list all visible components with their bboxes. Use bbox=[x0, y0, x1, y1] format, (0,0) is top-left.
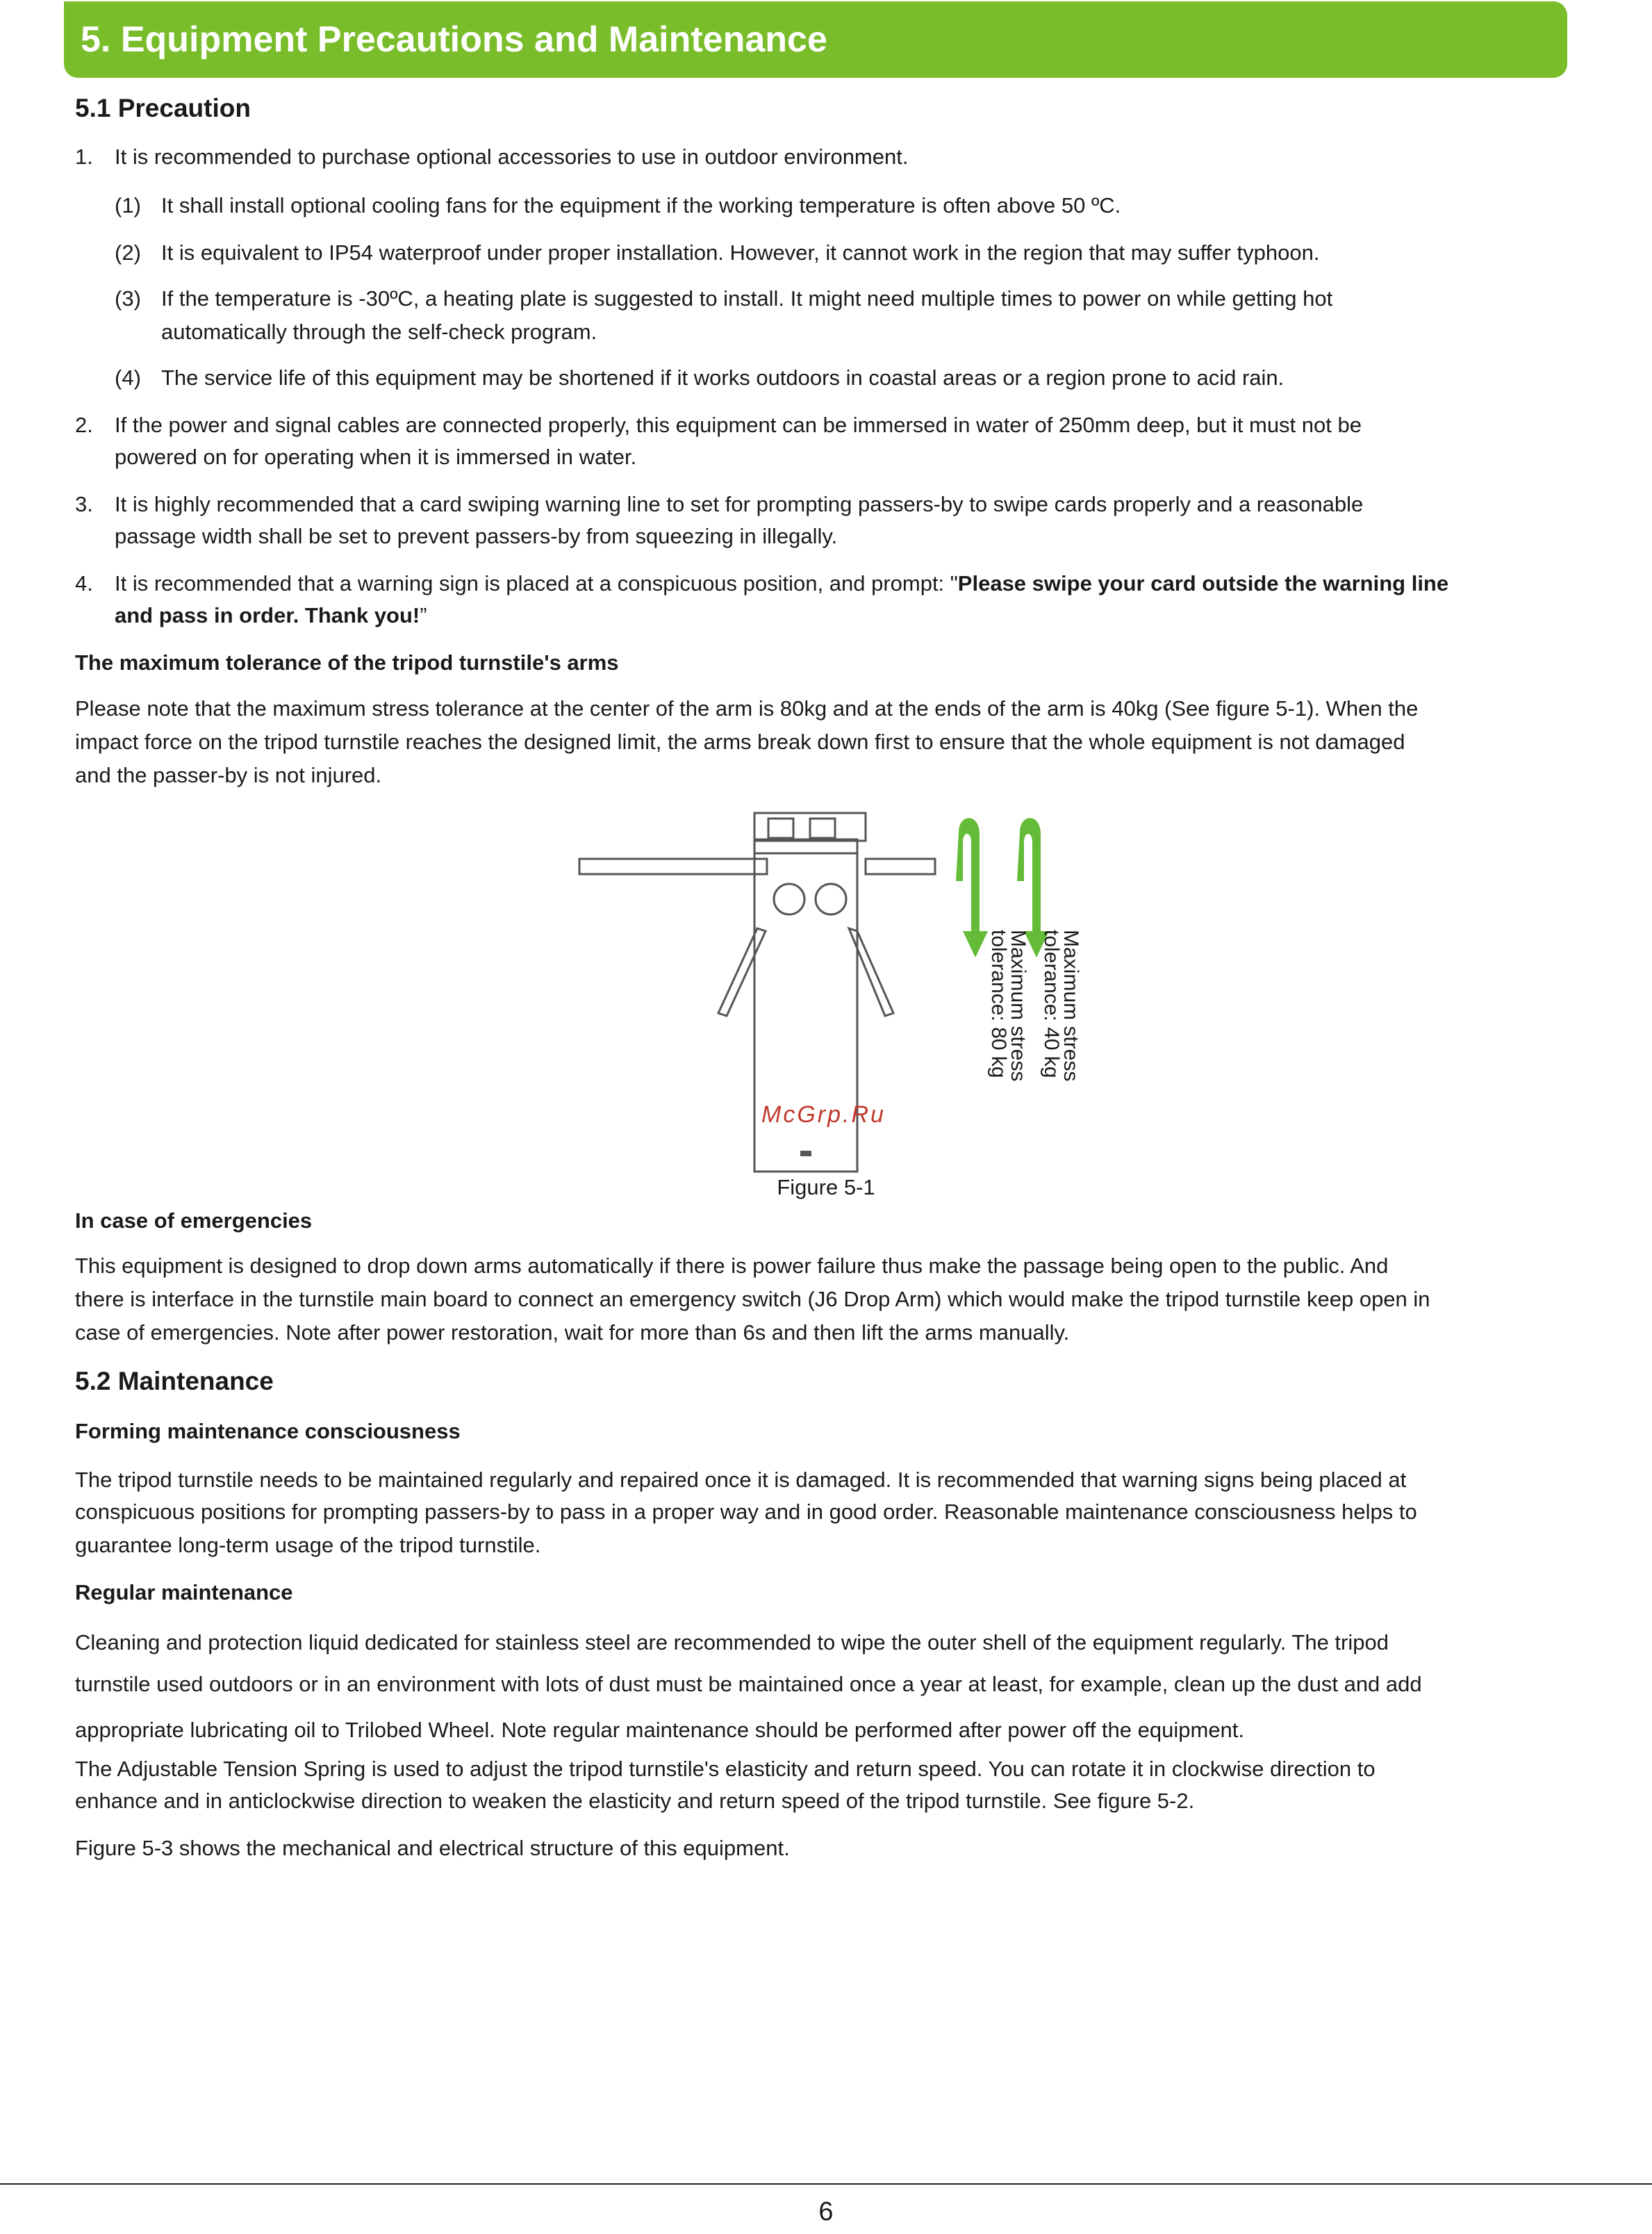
angled-arm bbox=[718, 928, 766, 1016]
paragraph-line: there is interface in the turnstile main board to connect an emergency switch (J6 Drop Arm) which would make the tripod turnstile keep open in bbox=[75, 1287, 1430, 1311]
figure-label: tolerance: 40 kg bbox=[1040, 930, 1063, 1078]
list-item-continued: powered on for operating when it is immersed in water. bbox=[115, 445, 637, 469]
figure-label: tolerance: 80 kg bbox=[987, 930, 1010, 1078]
warning-prompt-text: Please swipe your card outside the warning line bbox=[957, 571, 1449, 596]
list-number: (3) bbox=[115, 286, 141, 311]
forming-heading: Forming maintenance consciousness bbox=[75, 1419, 461, 1443]
list-number: (4) bbox=[115, 366, 141, 390]
precaution-heading: 5.1 Precaution bbox=[75, 94, 251, 122]
angled-arm bbox=[849, 928, 893, 1016]
maintenance-heading: 5.2 Maintenance bbox=[75, 1367, 274, 1395]
paragraph-line: The Adjustable Tension Spring is used to adjust the tripod turnstile's elasticity and return speed. You can rotate it in clockwise direction to bbox=[75, 1757, 1376, 1781]
tolerance-heading: The maximum tolerance of the tripod turnstile's arms bbox=[75, 650, 619, 675]
paragraph-line: appropriate lubricating oil to Trilobed Wheel. Note regular maintenance should be performed after power off the equipment. bbox=[75, 1718, 1245, 1742]
emergency-heading: In case of emergencies bbox=[75, 1208, 313, 1233]
list-item: The service life of this equipment may be shortened if it works outdoors in coastal areas or a region prone to acid rain. bbox=[161, 366, 1285, 390]
list-item-continued bbox=[115, 599, 427, 632]
quote-mark: ” bbox=[420, 603, 427, 627]
list-item-continued: passage width shall be set to prevent passers-by from squeezing in illegally. bbox=[115, 524, 838, 548]
footer-divider bbox=[0, 2183, 1652, 2185]
paragraph-line: case of emergencies. Note after power restoration, wait for more than 6s and then lift the arms manually. bbox=[75, 1320, 1070, 1345]
list-number: (2) bbox=[115, 240, 141, 265]
horizontal-arm bbox=[579, 859, 767, 874]
paragraph-line: Cleaning and protection liquid dedicated for stainless steel are recommended to wipe the outer shell of the equipment regularly. The tripod bbox=[75, 1630, 1389, 1654]
list-item-continued: automatically through the self-check program. bbox=[161, 320, 597, 344]
paragraph-line: enhance and in anticlockwise direction to weaken the elasticity and return speed of the tripod turnstile. See figure 5-2. bbox=[75, 1789, 1195, 1813]
indicator-light bbox=[774, 884, 804, 914]
horizontal-arm-right bbox=[866, 859, 935, 874]
paragraph-line: Please note that the maximum stress tolerance at the center of the arm is 80kg and at the ends of the arm is 40kg (See figure 5-1). When the bbox=[75, 696, 1419, 721]
page-number: 6 bbox=[818, 2197, 834, 2226]
list-item: It shall install optional cooling fans for the equipment if the working temperature is often above 50 ºC. bbox=[161, 193, 1121, 217]
paragraph-line: turnstile used outdoors or in an environment with lots of dust must be maintained once a year at least, for example, clean up the dust and add bbox=[75, 1672, 1422, 1696]
list-item: If the power and signal cables are connected properly, this equipment can be immersed in water of 250mm deep, but it must not be bbox=[115, 413, 1362, 437]
list-item: It is highly recommended that a card swiping warning line to set for prompting passers-by to swipe cards properly and a reasonable bbox=[115, 492, 1364, 516]
indicator-light bbox=[816, 884, 846, 914]
paragraph-line: conspicuous positions for prompting passers-by to pass in a proper way and in good order. Reasonable maintenance consciousness helps to bbox=[75, 1500, 1417, 1524]
paragraph-line: and the passer-by is not injured. bbox=[75, 763, 382, 787]
list-number: (1) bbox=[115, 193, 141, 217]
section-title-banner: 5. Equipment Precautions and Maintenance bbox=[64, 1, 1567, 78]
list-item: It is recommended to purchase optional accessories to use in outdoor environment. bbox=[115, 145, 909, 169]
stress-arrow-icon bbox=[956, 818, 988, 958]
paragraph-line: This equipment is designed to drop down arms automatically if there is power failure thus make the passage being open to the public. And bbox=[75, 1254, 1389, 1278]
list-number: 1. bbox=[75, 145, 93, 169]
warning-prompt-text: and pass in order. Thank you! bbox=[115, 603, 420, 627]
list-item: It is equivalent to IP54 waterproof under proper installation. However, it cannot work in the region that may suffer typhoon. bbox=[161, 240, 1320, 265]
paragraph-line: The tripod turnstile needs to be maintained regularly and repaired once it is damaged. It is recommended that warning signs being placed at bbox=[75, 1468, 1407, 1492]
list-number: 4. bbox=[75, 571, 93, 596]
list-item bbox=[115, 567, 1448, 600]
paragraph-line: guarantee long-term usage of the tripod turnstile. bbox=[75, 1533, 541, 1557]
figure-label: Maximum stress bbox=[1007, 930, 1030, 1082]
watermark: McGrp.Ru bbox=[761, 1101, 886, 1128]
list-number: 3. bbox=[75, 492, 93, 516]
list-number: 2. bbox=[75, 413, 93, 437]
paragraph-line: impact force on the tripod turnstile reaches the designed limit, the arms break down first to ensure that the whole equipment is not damaged bbox=[75, 730, 1405, 754]
list-item: If the temperature is -30ºC, a heating plate is suggested to install. It might need multiple times to power on while getting hot bbox=[161, 286, 1333, 311]
paragraph-line: Figure 5-3 shows the mechanical and electrical structure of this equipment. bbox=[75, 1836, 790, 1860]
warning-prompt-intro: It is recommended that a warning sign is placed at a conspicuous position, and prompt: " bbox=[115, 571, 958, 596]
figure-label: Maximum stress bbox=[1059, 930, 1082, 1082]
figure-caption: Figure 5-1 bbox=[777, 1175, 875, 1199]
regular-heading: Regular maintenance bbox=[75, 1580, 293, 1604]
